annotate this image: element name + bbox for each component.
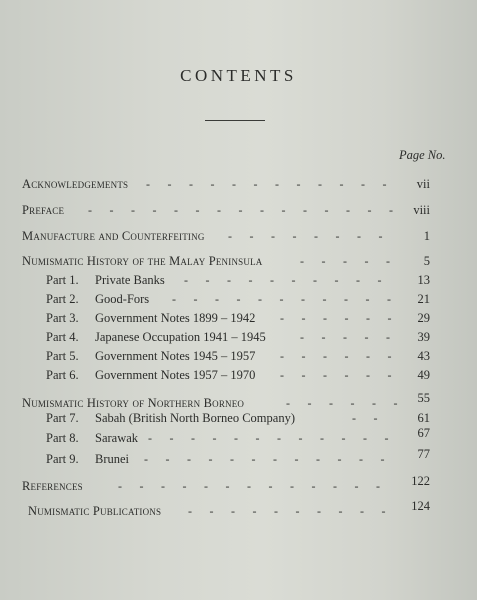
leader-dash: - — [387, 349, 392, 363]
leader-dash: - — [372, 396, 376, 410]
leader-dash: - — [314, 229, 318, 243]
leader-dash: - — [195, 203, 200, 217]
leader-dash: - — [188, 504, 192, 518]
toc-entry-label: Sabah (British North Borneo Company) — [95, 411, 295, 425]
toc-part-entry — [22, 447, 442, 470]
leader-dash: - — [258, 292, 262, 306]
leader-dash: - — [301, 311, 306, 325]
leader-dash: - — [344, 292, 348, 306]
leader-dash: - — [329, 396, 333, 410]
toc-entry — [22, 474, 442, 497]
leader-dash: - — [360, 504, 364, 518]
leader-dash: - — [217, 203, 221, 217]
leader-dash: - — [210, 177, 215, 191]
leader-dash: - — [344, 349, 349, 363]
leader-dash: - — [279, 292, 284, 306]
leader-dash: - — [344, 311, 349, 325]
leader-dash: - — [268, 479, 273, 493]
leader-dash: - — [321, 254, 326, 268]
leader-dash: - — [174, 203, 178, 217]
leader-dash: - — [208, 452, 213, 466]
leader-dash: - — [236, 292, 241, 306]
leader-dash: - — [323, 311, 327, 325]
leader-dash: - — [118, 479, 122, 493]
toc-entry-page: 43 — [417, 349, 430, 363]
toc-entry-page: 13 — [417, 273, 430, 287]
leader-dash: - — [275, 177, 279, 191]
toc-part-entry — [22, 311, 442, 329]
leader-dash: - — [191, 431, 195, 445]
leader-dash: - — [343, 254, 347, 268]
leader-dash: - — [277, 431, 281, 445]
leader-dash: - — [301, 292, 305, 306]
toc-entry-label: Preface — [22, 203, 65, 217]
leader-dash: - — [232, 177, 236, 191]
toc-entry-page: 29 — [417, 311, 430, 325]
leader-dash: - — [378, 229, 383, 243]
leader-dash: - — [131, 203, 135, 217]
leader-dash: - — [271, 229, 275, 243]
leader-dash: - — [335, 229, 340, 243]
part-number: Part 8. — [46, 431, 79, 445]
leader-dash: - — [382, 177, 387, 191]
leader-dash: - — [346, 203, 350, 217]
leader-dash: - — [367, 203, 372, 217]
leader-dash: - — [381, 504, 386, 518]
leader-dash: - — [286, 396, 290, 410]
leader-dash: - — [228, 229, 232, 243]
leader-dash: - — [193, 292, 198, 306]
toc-part-entry — [22, 349, 442, 367]
leader-dash: - — [255, 431, 260, 445]
leader-dash: - — [152, 203, 157, 217]
toc-entry-page: 5 — [423, 254, 430, 268]
toc-entry-label: Brunei — [95, 452, 130, 466]
leader-dash: - — [292, 229, 297, 243]
leader-dash: - — [298, 431, 303, 445]
toc-entry-label: Government Notes 1945 – 1957 — [95, 349, 256, 363]
leader-dash: - — [148, 431, 152, 445]
leader-dash: - — [204, 479, 208, 493]
leader-dash: - — [344, 368, 349, 382]
toc-entry-label: References — [22, 479, 83, 493]
toc-entry-label: Numismatic Publications — [28, 504, 162, 518]
leader-dash: - — [339, 177, 344, 191]
leader-dash: - — [384, 431, 389, 445]
leader-dash: - — [189, 177, 193, 191]
leader-dash: - — [387, 311, 392, 325]
toc-entry-page: vii — [416, 177, 430, 191]
leader-dash: - — [377, 273, 382, 287]
leader-dash: - — [321, 330, 326, 344]
leader-dash: - — [365, 292, 370, 306]
leader-dash: - — [386, 330, 390, 344]
leader-dash: - — [251, 452, 256, 466]
part-number: Part 5. — [46, 349, 79, 363]
toc-entry-page: 67 — [417, 426, 430, 440]
leader-dash: - — [300, 330, 304, 344]
leader-dash: - — [238, 203, 243, 217]
leader-dash: - — [209, 504, 214, 518]
leader-dash: - — [334, 273, 339, 287]
leader-dash: - — [366, 368, 370, 382]
leader-dash: - — [227, 273, 231, 287]
leader-dash: - — [230, 452, 234, 466]
toc-entry — [22, 229, 442, 247]
toc-entry-page: 55 — [417, 391, 430, 405]
toc-entry-page: 61 — [417, 411, 430, 425]
leader-dash: - — [139, 479, 144, 493]
leader-dash: - — [361, 177, 365, 191]
toc-entry-page: 77 — [417, 447, 430, 461]
leader-dash: - — [333, 479, 337, 493]
leader-dash: - — [320, 431, 324, 445]
leader-dash: - — [311, 479, 316, 493]
leader-dash: - — [295, 504, 300, 518]
leader-dash: - — [252, 504, 257, 518]
leader-dash: - — [366, 349, 370, 363]
leader-dash: - — [291, 273, 296, 287]
part-number: Part 6. — [46, 368, 79, 382]
leader-dash: - — [318, 177, 322, 191]
leader-dash: - — [380, 452, 385, 466]
leader-dash: - — [144, 452, 148, 466]
leader-dash: - — [301, 349, 306, 363]
leader-dash: - — [322, 292, 327, 306]
leader-dash: - — [225, 479, 230, 493]
leader-dash: - — [373, 411, 378, 425]
leader-dash: - — [274, 504, 278, 518]
toc-entry — [22, 177, 442, 195]
part-number: Part 9. — [46, 452, 79, 466]
toc-entry — [22, 254, 442, 272]
leader-dash: - — [215, 292, 219, 306]
leader-dash: - — [356, 273, 360, 287]
toc-entry — [22, 203, 442, 221]
leader-dash: - — [364, 330, 369, 344]
leader-dash: - — [341, 431, 346, 445]
toc-entry-label: Government Notes 1899 – 1942 — [95, 311, 256, 325]
toc-part-entry — [22, 273, 442, 291]
leader-dash: - — [294, 452, 299, 466]
toc-entry-page: 21 — [417, 292, 430, 306]
toc-part-entry — [22, 426, 442, 449]
leader-dash: - — [359, 452, 363, 466]
leader-dash: - — [350, 396, 355, 410]
leader-dash: - — [313, 273, 317, 287]
leader-dash: - — [280, 368, 284, 382]
leader-dash: - — [317, 504, 321, 518]
toc-entry-label: Sarawak — [95, 431, 139, 445]
leader-dash: - — [290, 479, 294, 493]
leader-dash: - — [172, 292, 176, 306]
leader-dash: - — [337, 452, 342, 466]
leader-dash: - — [260, 203, 264, 217]
leader-dash: - — [249, 229, 254, 243]
leader-dash: - — [231, 504, 235, 518]
leader-dash: - — [352, 411, 356, 425]
toc-entry-page: 124 — [411, 499, 430, 513]
toc-entry-label: Good-Fors — [95, 292, 150, 306]
page-no-column-label: Page No. — [399, 148, 446, 162]
part-number: Part 7. — [46, 411, 79, 425]
leader-dash: - — [280, 311, 284, 325]
leader-dash: - — [184, 273, 188, 287]
leader-dash: - — [280, 349, 284, 363]
leader-dash: - — [182, 479, 187, 493]
toc-part-entry — [22, 368, 442, 386]
part-number: Part 2. — [46, 292, 79, 306]
toc-entry-label: Manufacture and Counterfeiting — [22, 229, 205, 243]
leader-dash: - — [343, 330, 347, 344]
toc-part-entry — [22, 411, 442, 429]
leader-dash: - — [109, 203, 114, 217]
leader-dash: - — [247, 479, 251, 493]
toc-entry — [22, 499, 442, 522]
toc-entry-page: 39 — [417, 330, 430, 344]
leader-dash: - — [363, 431, 367, 445]
leader-dash: - — [323, 349, 327, 363]
toc-entry-label: Numismatic History of the Malay Peninsula — [22, 254, 263, 268]
leader-dash: - — [364, 254, 369, 268]
leader-dash: - — [253, 177, 258, 191]
leader-dash: - — [167, 177, 172, 191]
leader-dash: - — [393, 396, 398, 410]
leader-dash: - — [300, 254, 304, 268]
toc-entry-label: Government Notes 1957 – 1970 — [95, 368, 256, 382]
leader-dash: - — [212, 431, 217, 445]
leader-dash: - — [303, 203, 307, 217]
leader-dash: - — [165, 452, 170, 466]
toc-entry-page: 49 — [417, 368, 430, 382]
leader-dash: - — [387, 368, 392, 382]
toc-entry-label: Acknowledgements — [22, 177, 129, 191]
toc-entry-page: 122 — [411, 474, 430, 488]
leader-dash: - — [301, 368, 306, 382]
page-title: CONTENTS — [180, 66, 297, 85]
leader-dash: - — [387, 292, 391, 306]
leader-dash: - — [169, 431, 174, 445]
part-number: Part 4. — [46, 330, 79, 344]
leader-dash: - — [316, 452, 320, 466]
leader-dash: - — [88, 203, 92, 217]
toc-entry-page: 1 — [423, 229, 430, 243]
leader-dash: - — [324, 203, 329, 217]
toc-part-entry — [22, 330, 442, 348]
toc-entry-label: Japanese Occupation 1941 – 1945 — [95, 330, 266, 344]
leader-dash: - — [270, 273, 274, 287]
toc-part-entry — [22, 292, 442, 310]
leader-dash: - — [389, 203, 393, 217]
leader-dash: - — [205, 273, 210, 287]
leader-dash: - — [366, 311, 370, 325]
title-rule — [205, 120, 265, 121]
toc-entry-label: Numismatic History of Northern Borneo — [22, 396, 245, 410]
leader-dash: - — [234, 431, 238, 445]
part-number: Part 1. — [46, 273, 79, 287]
leader-dash: - — [296, 177, 301, 191]
part-number: Part 3. — [46, 311, 79, 325]
leader-dash: - — [376, 479, 380, 493]
leader-dash: - — [281, 203, 286, 217]
leader-dash: - — [386, 254, 390, 268]
toc-entry-page: viii — [413, 203, 430, 217]
leader-dash: - — [323, 368, 327, 382]
leader-dash: - — [273, 452, 277, 466]
leader-dash: - — [161, 479, 165, 493]
toc-entry-label: Private Banks — [95, 273, 165, 287]
leader-dash: - — [146, 177, 150, 191]
leader-dash: - — [357, 229, 361, 243]
leader-dash: - — [338, 504, 343, 518]
leader-dash: - — [307, 396, 312, 410]
leader-dash: - — [187, 452, 191, 466]
leader-dash: - — [248, 273, 253, 287]
leader-dash: - — [354, 479, 359, 493]
